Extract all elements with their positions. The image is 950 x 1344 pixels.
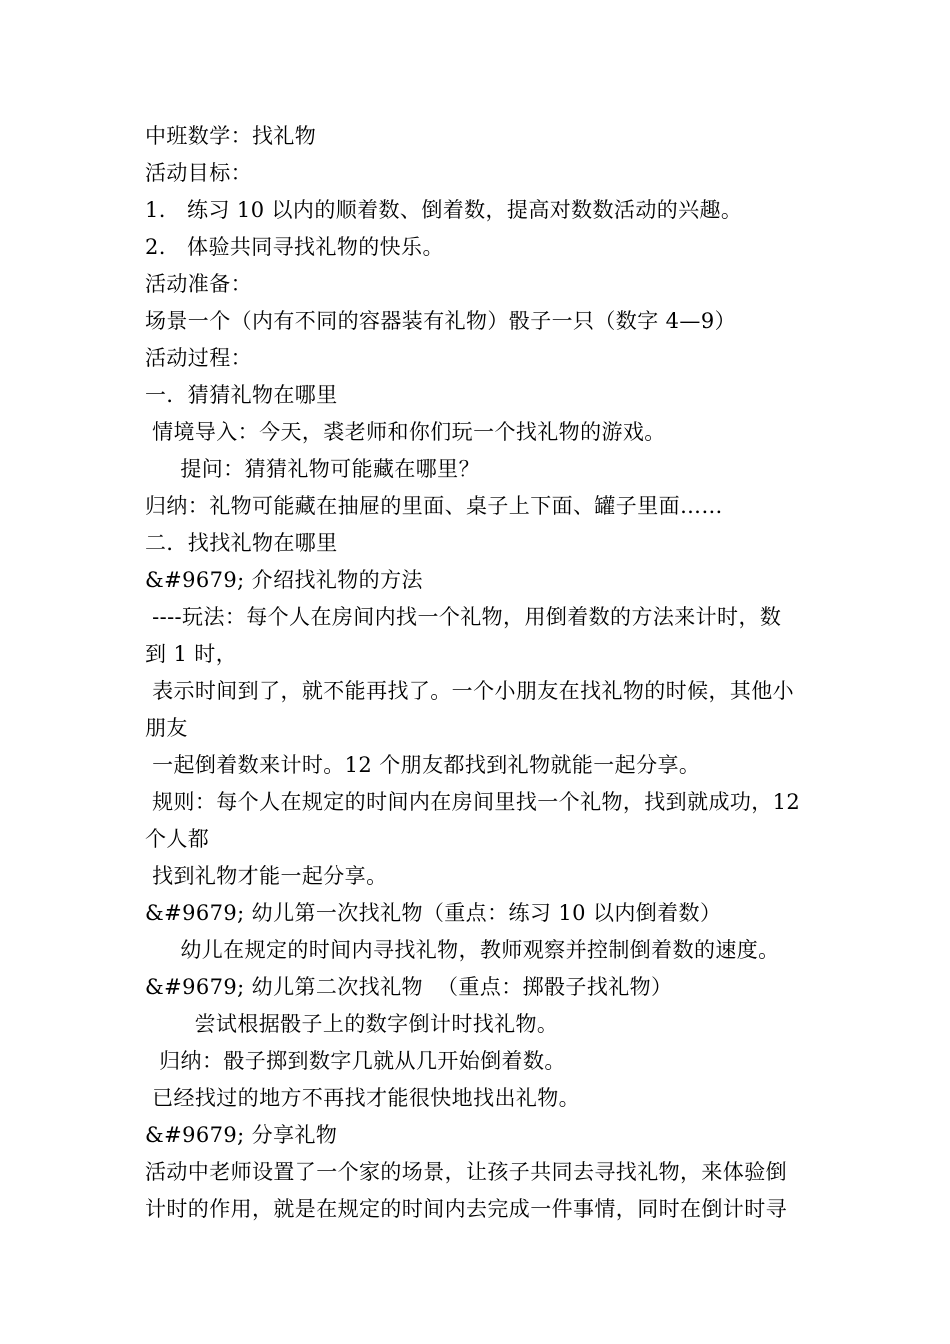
- rule-text-3: 找到礼物才能一起分享。: [145, 864, 388, 888]
- reflection-1: 活动中老师设置了一个家的场景，让孩子共同去寻找礼物，来体验倒: [145, 1160, 787, 1184]
- heading-goals: 活动目标：: [145, 161, 252, 185]
- second-search-summary: 归纳：骰子掷到数字几就从几开始倒着数。: [145, 1049, 566, 1073]
- goal-1: 1. 练习 10 以内的顺着数、倒着数，提高对数数活动的兴趣。: [145, 198, 743, 222]
- play-text-4: 朋友: [145, 716, 188, 740]
- play-text-2: 到 1 时，: [145, 642, 238, 666]
- title: 中班数学：找礼物: [145, 124, 317, 148]
- first-search-text: 幼儿在规定的时间内寻找礼物，教师观察并控制倒着数的速度。: [145, 938, 780, 962]
- step-1-heading: 一．猜猜礼物在哪里: [145, 383, 338, 407]
- reflection-2: 计时的作用，就是在规定的时间内去完成一件事情，同时在倒计时寻: [145, 1197, 787, 1221]
- bullet-first-search: &#9679; 幼儿第一次找礼物（重点：练习 10 以内倒着数）: [145, 901, 722, 925]
- second-search-note: 已经找过的地方不再找才能很快地找出礼物。: [145, 1086, 581, 1110]
- step-1-intro: 情境导入：今天，裘老师和你们玩一个找礼物的游戏。: [145, 420, 666, 444]
- bullet-method: &#9679; 介绍找礼物的方法: [145, 568, 423, 592]
- heading-process: 活动过程：: [145, 346, 252, 370]
- play-text-1: ----玩法：每个人在房间内找一个礼物，用倒着数的方法来计时，数: [145, 605, 782, 629]
- preparation-text: 场景一个（内有不同的容器装有礼物）骰子一只（数字 4—9）: [145, 309, 736, 333]
- rule-text-1: 规则：每个人在规定的时间内在房间里找一个礼物，找到就成功，12: [145, 790, 801, 814]
- step-1-summary: 归纳：礼物可能藏在抽屉的里面、桌子上下面、罐子里面……: [145, 494, 723, 518]
- bullet-share: &#9679; 分享礼物: [145, 1123, 338, 1147]
- play-text-5: 一起倒着数来计时。12 个朋友都找到礼物就能一起分享。: [145, 753, 701, 777]
- bullet-second-search: &#9679; 幼儿第二次找礼物 （重点：掷骰子找礼物）: [145, 975, 673, 999]
- heading-preparation: 活动准备：: [145, 272, 252, 296]
- rule-text-2: 个人都: [145, 827, 210, 851]
- step-2-heading: 二．找找礼物在哪里: [145, 531, 338, 555]
- step-1-question: 提问：猜猜礼物可能藏在哪里？: [145, 457, 480, 481]
- second-search-text: 尝试根据骰子上的数字倒计时找礼物。: [145, 1012, 559, 1036]
- document-body: [145, 118, 815, 1228]
- goal-2: 2. 体验共同寻找礼物的快乐。: [145, 235, 444, 259]
- play-text-3: 表示时间到了，就不能再找了。一个小朋友在找礼物的时候，其他小: [145, 679, 795, 703]
